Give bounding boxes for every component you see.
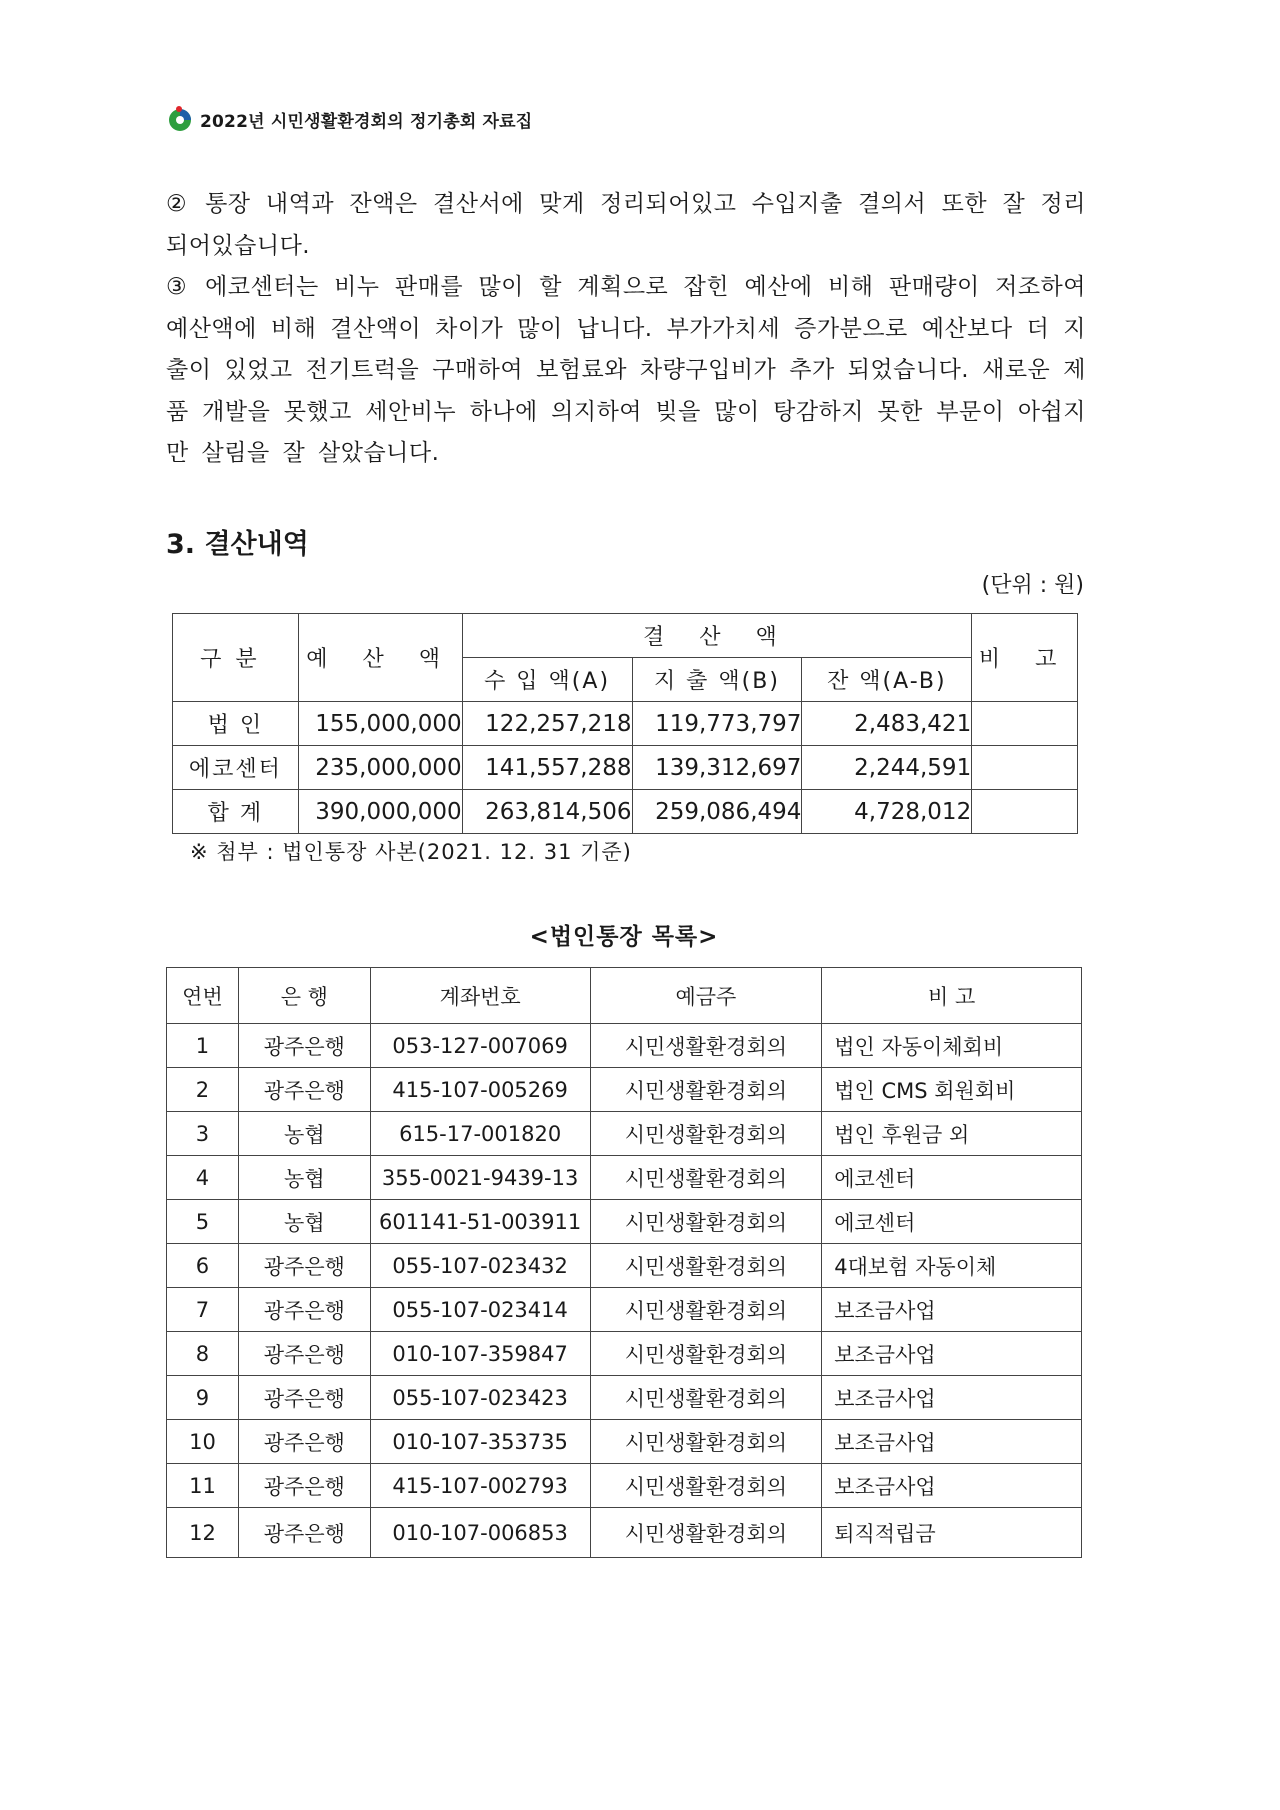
bank-cell: 농협 [238,1112,370,1156]
row-label: 에코센터 [173,746,299,790]
account-number-cell: 010-107-353735 [370,1420,590,1464]
paragraph-3: ③ 에코센터는 비누 판매를 많이 할 계획으로 잡힌 예산에 비해 판매량이 저조하여 예산액에 비해 결산액이 차이가 많이 납니다. 부가가치세 증가분으로 예산보다 더 지출이 있었고 전기트럭을 구매하여 보험료와 차량구입비가 추가 되었습니다. 새로운 제품 개발을 못했고 세안비누 하나에 의지하여 빚을 많이 탕감하지 못한 부문이 아쉽지만 살림을 잘 살았습니다. [166,274,1086,466]
accounts-title: <법인통장 목록> [529,924,719,950]
section-title: 3. 결산내역 [166,529,309,560]
header-expense: 지 출 액(B) [632,658,802,702]
header-settled: 결 산 액 [462,614,972,658]
row-number: 11 [167,1464,239,1508]
attachment-note: ※ 첨부 : 법인통장 사본(2021. 12. 31 기준) [190,840,632,864]
account-number-cell: 355-0021-9439-13 [370,1156,590,1200]
note-cell [972,790,1078,834]
table-row [167,1024,1082,1068]
row-number: 10 [167,1420,239,1464]
header-category: 구분 [173,614,299,702]
header-no: 연번 [167,968,239,1024]
bank-cell: 농협 [238,1200,370,1244]
holder-cell: 시민생활환경회의 [590,1200,822,1244]
bank-cell: 광주은행 [238,1024,370,1068]
table-row [167,1068,1082,1112]
table-row [173,790,1078,834]
expense-cell: 139,312,697 [632,746,802,790]
holder-cell: 시민생활환경회의 [590,1068,822,1112]
note-cell [972,746,1078,790]
budget-cell: 155,000,000 [298,702,462,746]
balance-cell: 2,483,421 [802,702,972,746]
bank-cell: 광주은행 [238,1288,370,1332]
account-number-cell: 415-107-002793 [370,1464,590,1508]
header-income: 수 입 액(A) [462,658,632,702]
balance-cell: 2,244,591 [802,746,972,790]
account-number-cell: 010-107-359847 [370,1332,590,1376]
account-number-cell: 055-107-023432 [370,1244,590,1288]
note-cell: 보조금사업 [822,1332,1082,1376]
note-cell: 보조금사업 [822,1420,1082,1464]
row-number: 2 [167,1068,239,1112]
row-number: 9 [167,1376,239,1420]
table-row [167,1156,1082,1200]
account-number-cell: 053-127-007069 [370,1024,590,1068]
bank-cell: 광주은행 [238,1376,370,1420]
paragraph-2: ② 통장 내역과 잔액은 결산서에 맞게 정리되어있고 수입지출 결의서 또한 잘 정리 되어있습니다. [166,191,1086,259]
holder-cell: 시민생활환경회의 [590,1420,822,1464]
table-row [167,1332,1082,1376]
bank-cell: 광주은행 [238,1464,370,1508]
note-cell: 법인 자동이체회비 [822,1024,1082,1068]
header-balance: 잔 액(A-B) [802,658,972,702]
row-number: 5 [167,1200,239,1244]
account-number-cell: 415-107-005269 [370,1068,590,1112]
note-cell: 보조금사업 [822,1288,1082,1332]
table-row [167,1508,1082,1558]
note-cell: 보조금사업 [822,1464,1082,1508]
holder-cell: 시민생활환경회의 [590,1508,822,1558]
table-row [167,1200,1082,1244]
header-holder: 예금주 [590,968,822,1024]
holder-cell: 시민생활환경회의 [590,1156,822,1200]
row-number: 12 [167,1508,239,1558]
note-cell: 에코센터 [822,1200,1082,1244]
note-cell: 에코센터 [822,1156,1082,1200]
row-number: 4 [167,1156,239,1200]
expense-cell: 259,086,494 [632,790,802,834]
row-label: 법 인 [173,702,299,746]
organization-logo-icon [166,105,194,133]
holder-cell: 시민생활환경회의 [590,1288,822,1332]
row-number: 7 [167,1288,239,1332]
account-number-cell: 010-107-006853 [370,1508,590,1558]
account-number-cell: 601141-51-003911 [370,1200,590,1244]
account-number-cell: 615-17-001820 [370,1112,590,1156]
row-number: 6 [167,1244,239,1288]
table-row [167,1244,1082,1288]
bank-cell: 광주은행 [238,1068,370,1112]
income-cell: 263,814,506 [462,790,632,834]
row-number: 3 [167,1112,239,1156]
table-row [167,1288,1082,1332]
bank-cell: 광주은행 [238,1332,370,1376]
balance-cell: 4,728,012 [802,790,972,834]
bank-cell: 광주은행 [238,1244,370,1288]
budget-cell: 235,000,000 [298,746,462,790]
holder-cell: 시민생활환경회의 [590,1464,822,1508]
header-bank: 은 행 [238,968,370,1024]
unit-note: (단위 : 원) [981,573,1084,598]
page-header [166,104,532,134]
header-budget: 예 산 액 [298,614,462,702]
table-row [167,1112,1082,1156]
expense-cell: 119,773,797 [632,702,802,746]
header-note: 비 고 [822,968,1082,1024]
table-row [167,1376,1082,1420]
income-cell: 122,257,218 [462,702,632,746]
accounts-table [166,967,1082,1558]
bank-cell: 광주은행 [238,1420,370,1464]
table-row [173,702,1078,746]
note-cell: 법인 CMS 회원회비 [822,1068,1082,1112]
note-cell [972,702,1078,746]
settlement-table [172,613,1078,834]
holder-cell: 시민생활환경회의 [590,1376,822,1420]
table-row [173,746,1078,790]
budget-cell: 390,000,000 [298,790,462,834]
note-cell: 퇴직적립금 [822,1508,1082,1558]
header-text: 2022년 시민생활환경회의 정기총회 자료집 [200,111,533,132]
note-cell: 보조금사업 [822,1376,1082,1420]
row-number: 8 [167,1332,239,1376]
header-note: 비 고 [972,614,1078,702]
bank-cell: 광주은행 [238,1508,370,1558]
row-label: 합 계 [173,790,299,834]
header-account: 계좌번호 [370,968,590,1024]
holder-cell: 시민생활환경회의 [590,1332,822,1376]
holder-cell: 시민생활환경회의 [590,1024,822,1068]
bank-cell: 농협 [238,1156,370,1200]
income-cell: 141,557,288 [462,746,632,790]
table-row [167,1420,1082,1464]
note-cell: 법인 후원금 외 [822,1112,1082,1156]
account-number-cell: 055-107-023423 [370,1376,590,1420]
table-row [167,1464,1082,1508]
note-cell: 4대보험 자동이체 [822,1244,1082,1288]
body-text [166,184,1086,475]
holder-cell: 시민생활환경회의 [590,1244,822,1288]
holder-cell: 시민생활환경회의 [590,1112,822,1156]
account-number-cell: 055-107-023414 [370,1288,590,1332]
row-number: 1 [167,1024,239,1068]
